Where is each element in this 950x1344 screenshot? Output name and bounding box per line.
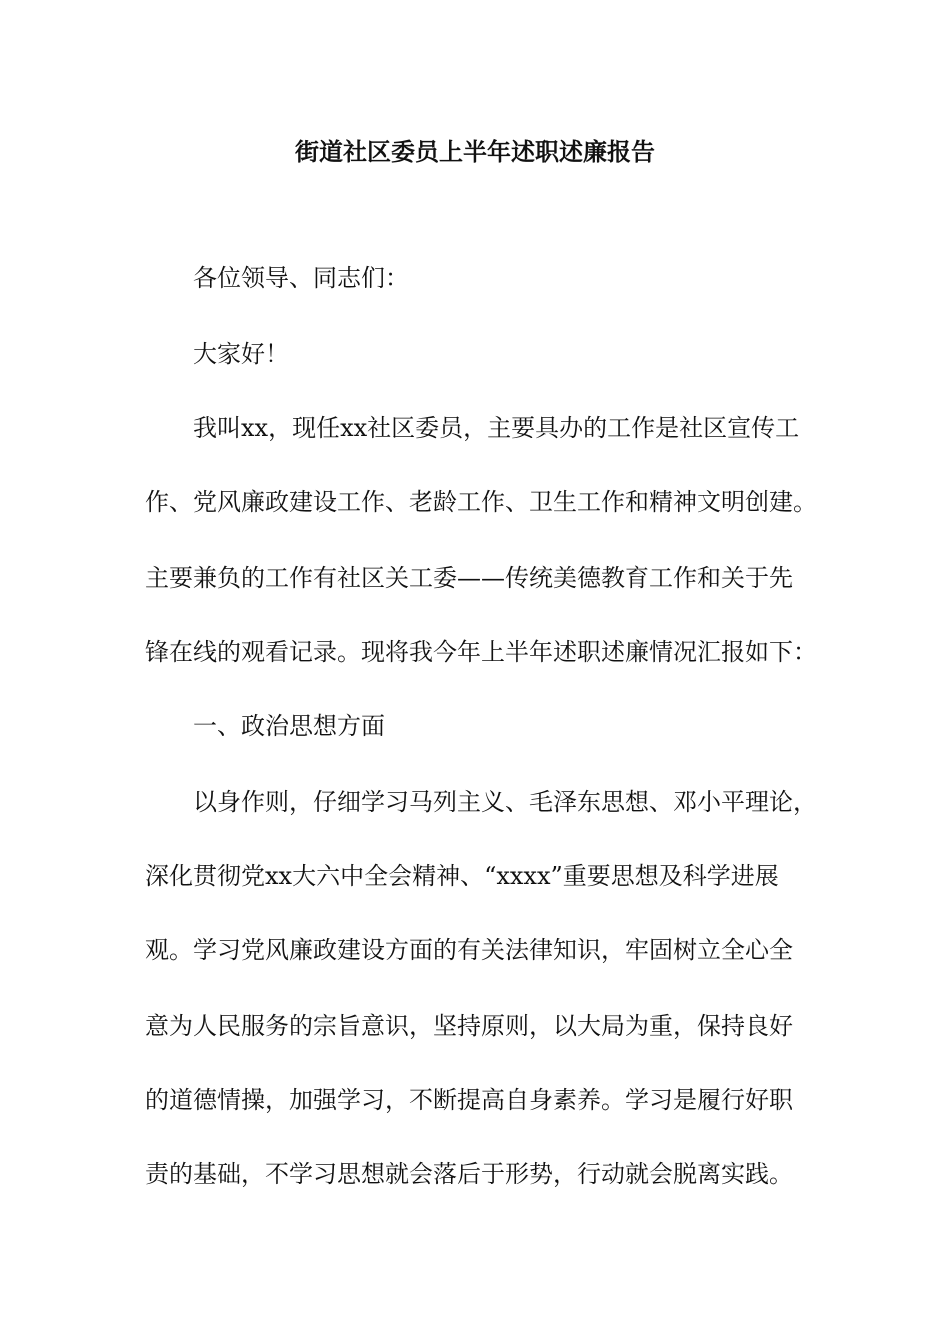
document-title: 街道社区委员上半年述职述廉报告 <box>295 137 655 166</box>
body-line: 深化贯彻党xx大六中全会精神、“xxxx”重要思想及科学进展 <box>145 862 779 890</box>
salutation-line: 各位领导、同志们： <box>193 264 409 292</box>
body-line: 责的基础，不学习思想就会落后于形势，行动就会脱离实践。 <box>145 1160 793 1188</box>
body-line: 我叫xx，现任xx社区委员，主要具办的工作是社区宣传工 <box>193 414 800 442</box>
body-line: 以身作则，仔细学习马列主义、毛泽东思想、邓小平理论， <box>193 788 817 816</box>
body-line: 主要兼负的工作有社区关工委——传统美德教育工作和关于先 <box>145 564 793 592</box>
body-line: 作、党风廉政建设工作、老龄工作、卫生工作和精神文明创建。 <box>145 488 817 516</box>
body-line: 意为人民服务的宗旨意识，坚持原则，以大局为重，保持良好 <box>145 1012 793 1040</box>
body-line: 的道德情操，加强学习，不断提高自身素养。学习是履行好职 <box>145 1086 793 1114</box>
body-line: 观。学习党风廉政建设方面的有关法律知识，牢固树立全心全 <box>145 936 793 964</box>
section-heading: 一、政治思想方面 <box>193 712 385 740</box>
greeting-line: 大家好！ <box>193 340 289 368</box>
body-line: 锋在线的观看记录。现将我今年上半年述职述廉情况汇报如下： <box>145 638 817 666</box>
